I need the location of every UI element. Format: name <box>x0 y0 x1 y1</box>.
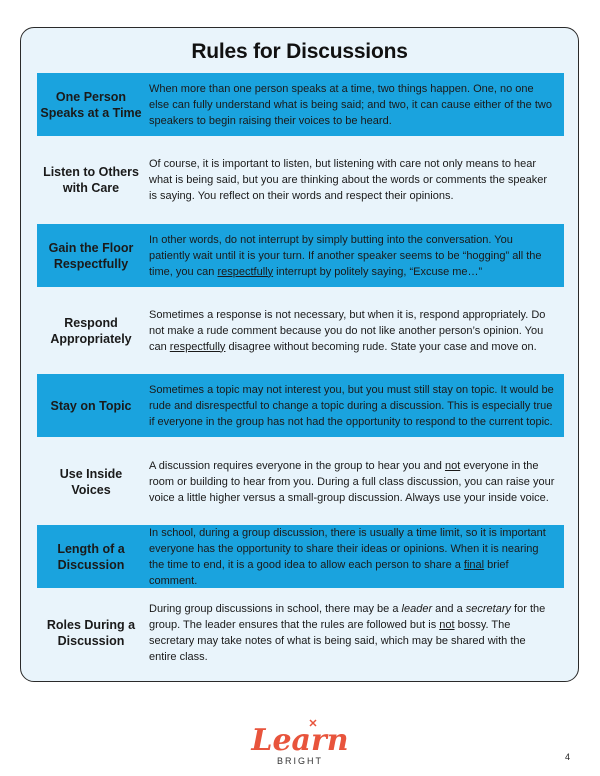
rule-row <box>37 525 564 588</box>
rule-label: Use Inside Voices <box>59 466 123 497</box>
rule-description: When more than one person speaks at a time, two things happen. One, no one else can fully understand what is being said; and two, it can cause either of the two speakers to begin raising their voices to be heard. <box>149 82 552 127</box>
rule-row <box>37 601 564 664</box>
rule-description: Of course, it is important to listen, but listening with care not only means to hear what is being said, but you are thinking about the words or comments the speaker is saying. You reflect on their words and respect their opinions. <box>149 157 548 202</box>
rule-description: In school, during a group discussion, there is usually a time limit, so it is important everyone has the opportunity to share their ideas or opinions. When it is nearing the time to end, it is a good idea to allow each person to share a final brief comment. <box>149 526 546 587</box>
rule-row <box>37 224 564 287</box>
rule-label: Roles During a Discussion <box>46 617 136 648</box>
rule-label: Respond Appropriately <box>50 315 132 346</box>
rule-description: In other words, do not interrupt by simply butting into the conversation. You patiently wait until it is your turn. If another speaker seems to be “hogging” all the time, you can respectfully interrupt by politely saying, “Excuse me…” <box>149 233 542 278</box>
rule-row <box>37 450 564 513</box>
rule-description: A discussion requires everyone in the group to hear you and not everyone in the room or building to hear from you. During a full class discussion, you can raise your voice a little higher versus a small-group discussion. Always use your inside voice. <box>149 459 555 504</box>
rule-label: One Person Speaks at a Time <box>40 89 142 120</box>
rule-label: Stay on Topic <box>50 398 132 413</box>
rule-description: Sometimes a topic may not interest you, but you must still stay on topic. It would be rude and disrespectful to change a topic during a discussion. This is especially true if everyone in the group has not had the opportunity to respond to the current topic. <box>149 383 554 428</box>
learn-bright-logo <box>240 716 360 768</box>
rule-row <box>37 148 564 211</box>
rules-card <box>20 27 579 682</box>
rule-label: Gain the Floor Respectfully <box>48 240 134 271</box>
rule-description: During group discussions in school, there may be a leader and a secretary for the group. The leader ensures that the rules are followed but is not bossy. The secretary may take notes of what is being said, which may be shared with the entire class. <box>149 602 546 663</box>
logo-subword: BRIGHT <box>276 756 324 766</box>
page-number: 4 <box>564 752 570 762</box>
rule-row <box>37 299 564 362</box>
rule-label: Length of a Discussion <box>57 541 125 572</box>
rule-description: Sometimes a response is not necessary, but when it is, respond appropriately. Do not make a rude comment because you do not like another person’s opinion. You can respectfully disagree without becoming rude. State your case and move on. <box>149 308 546 353</box>
rule-row <box>37 374 564 437</box>
rule-label: Listen to Others with Care <box>43 164 139 195</box>
logo-word: Learn <box>251 723 349 758</box>
page-title: Rules for Discussions <box>191 40 408 63</box>
rule-row <box>37 73 564 136</box>
